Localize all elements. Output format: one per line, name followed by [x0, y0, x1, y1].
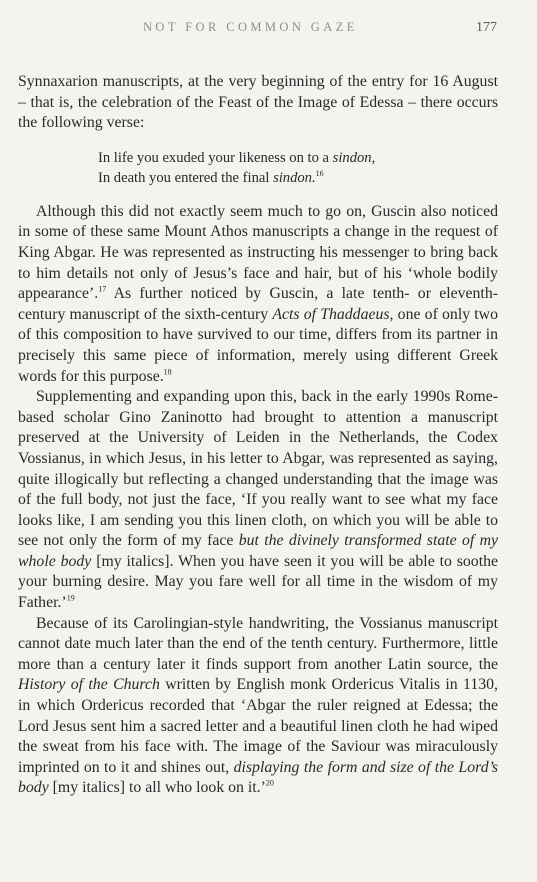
paragraph-3-text-a: Supplementing and expanding upon this, back in the early 1990s Rome-based scholar Gino Zaninotto had brought to attention a manuscript preserved at the University of Leiden in the Netherlands, the Codex Vossianus, in which Jesus, in his letter to Abgar, was represented as saying, quite illogically but reflecting a changed understanding that the image was of the full body, not just the face, ‘If you really want to see what my face looks like, I am sending you this linen cloth, on which you will be able to see not only the form of my face	[18, 388, 498, 550]
body-text	[18, 72, 498, 799]
paragraph-2-text-c: , one of only two of this composition to have survived to our time, differs from its partner in precisely this same piece of information, merely using different Greek words for this purpose.	[18, 305, 498, 385]
verse-line-1-text: In life you exuded your likeness on to a	[98, 149, 333, 166]
verse-line-2-italic: sindon.	[273, 169, 316, 186]
paragraph-3-text-b: [my italics]. When you have seen it you will be able to soothe your burning desire. May you fare well for all time in the wisdom of my Father.’	[18, 552, 498, 612]
paragraph-4-text-c: [my italics] to all who look on it.’	[48, 779, 266, 797]
running-head	[0, 20, 537, 40]
verse-line-2	[98, 168, 498, 188]
paragraph-2-text-a: Although this did not exactly seem much to go on, Guscin also noticed in some of these same Mount Athos manuscripts a change in the request of King Abgar. He was represented as instructing his messenger to bring back to him details not only of Jesus’s face and hair, but of his ‘whole bodily appearance’.	[18, 202, 498, 303]
verse-line-1-italic: sindon,	[332, 149, 376, 166]
paragraph-4-italic-2: displaying the form and size of the Lord’s body	[18, 758, 498, 797]
paragraph-3-italic: but the divinely transformed state of my whole body	[18, 532, 498, 570]
paragraph-4	[18, 614, 498, 799]
footnote-ref-16[interactable]: 16	[315, 168, 324, 178]
footnote-ref-20[interactable]: 20	[265, 779, 274, 789]
paragraph-2-text-b: As further noticed by Guscin, a late tenth- or eleventh-century manuscript of the sixth-century	[18, 285, 498, 323]
footnote-ref-18[interactable]: 18	[163, 367, 172, 377]
paragraph-4-text-b: written by English monk Ordericus Vitalis in 1130, in which Ordericus recorded that ‘Abgar the ruler reigned at Edessa; the Lord Jesus sent him a sacred letter and a beautiful linen cloth he had wiped the sweat from his face with. The image of the Saviour was miraculously imprinted on to it and shines out,	[18, 676, 498, 776]
footnote-ref-19[interactable]: 19	[66, 593, 75, 603]
running-title: NOT FOR COMMON GAZE	[143, 20, 358, 34]
page-number: 177	[476, 20, 497, 35]
paragraph-2	[18, 202, 498, 387]
paragraph-3	[18, 387, 498, 614]
verse-block	[98, 148, 498, 188]
paragraph-1: Synnaxarion manuscripts, at the very beginning of the entry for 16 August – that is, the celebration of the Feast of the Image of Edessa – there occurs the following verse:	[18, 73, 498, 132]
footnote-ref-17[interactable]: 17	[98, 284, 107, 294]
paragraph-4-italic-1: History of the Church	[18, 676, 160, 694]
paragraph-2-italic: Acts of Thaddaeus	[272, 305, 390, 323]
verse-line-1	[98, 148, 498, 168]
verse-line-2-text: In death you entered the final	[98, 169, 274, 186]
paragraph-4-text-a: Because of its Carolingian-style handwriting, the Vossianus manuscript cannot date much later than the end of the tenth century. Furthermore, little more than a century later it finds support from another Latin source, the	[18, 614, 498, 673]
